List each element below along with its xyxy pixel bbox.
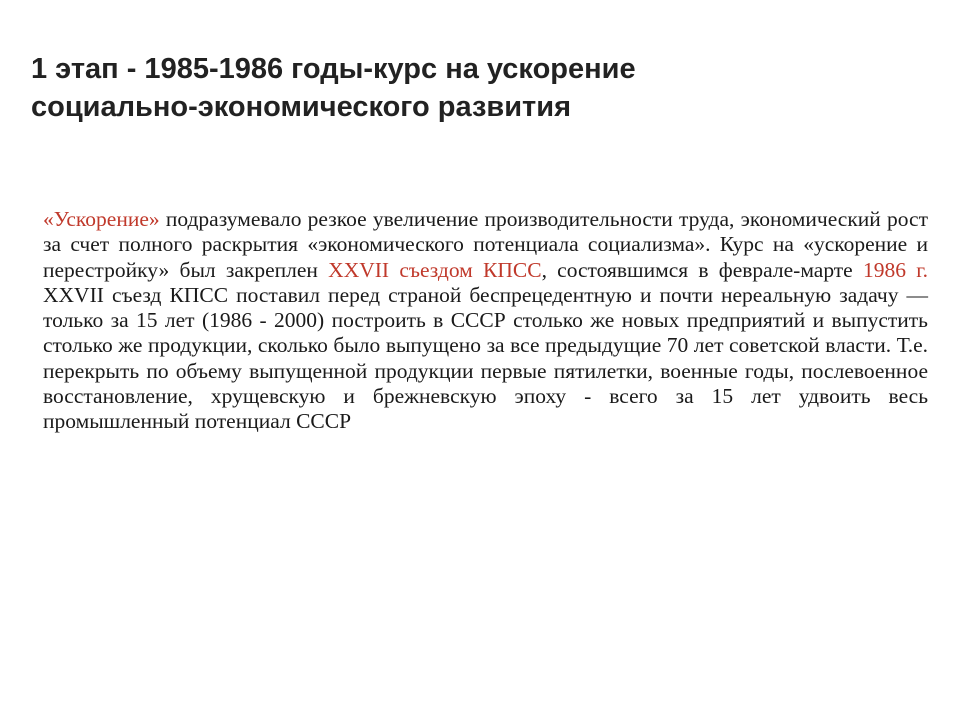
highlight-congress: XXVII съездом КПСС [328,257,542,282]
body-text-part-1: подразумевало резкое увеличение производительности труда, экономический рост за счет полного раскрытия «экономического потенциала социализма». Курс на «ускорение и перестройку» был закреплен [43,207,928,282]
body-text-part-2: , состоявшимся в феврале-марте [541,257,863,282]
highlight-term-uskorenie: «Ускорение» [43,207,160,231]
body-paragraph [43,207,928,435]
title-line-2: социально-экономического развития [31,91,571,123]
body-text-part-3: XXVII съезд КПСС поставил перед страной беспрецедентную и почти нереальную задачу — только за 15 лет (1986 - 2000) построить в СССР столько же новых предприятий и выпустить столько же продукции, сколько было выпущено за все предыдущие 70 лет советской власти. Т.е. перекрыть по объему выпущенной продукции первые пятилетки, военные годы, послевоенное восстановление, хрущевскую и брежневскую эпоху - всего за 15 лет удвоить весь промышленный потенциал СССР [43,282,928,434]
slide-title [31,50,911,126]
title-line-1: 1 этап - 1985-1986 годы-курс на ускорение [31,53,636,85]
highlight-year: 1986 г. [862,257,928,282]
